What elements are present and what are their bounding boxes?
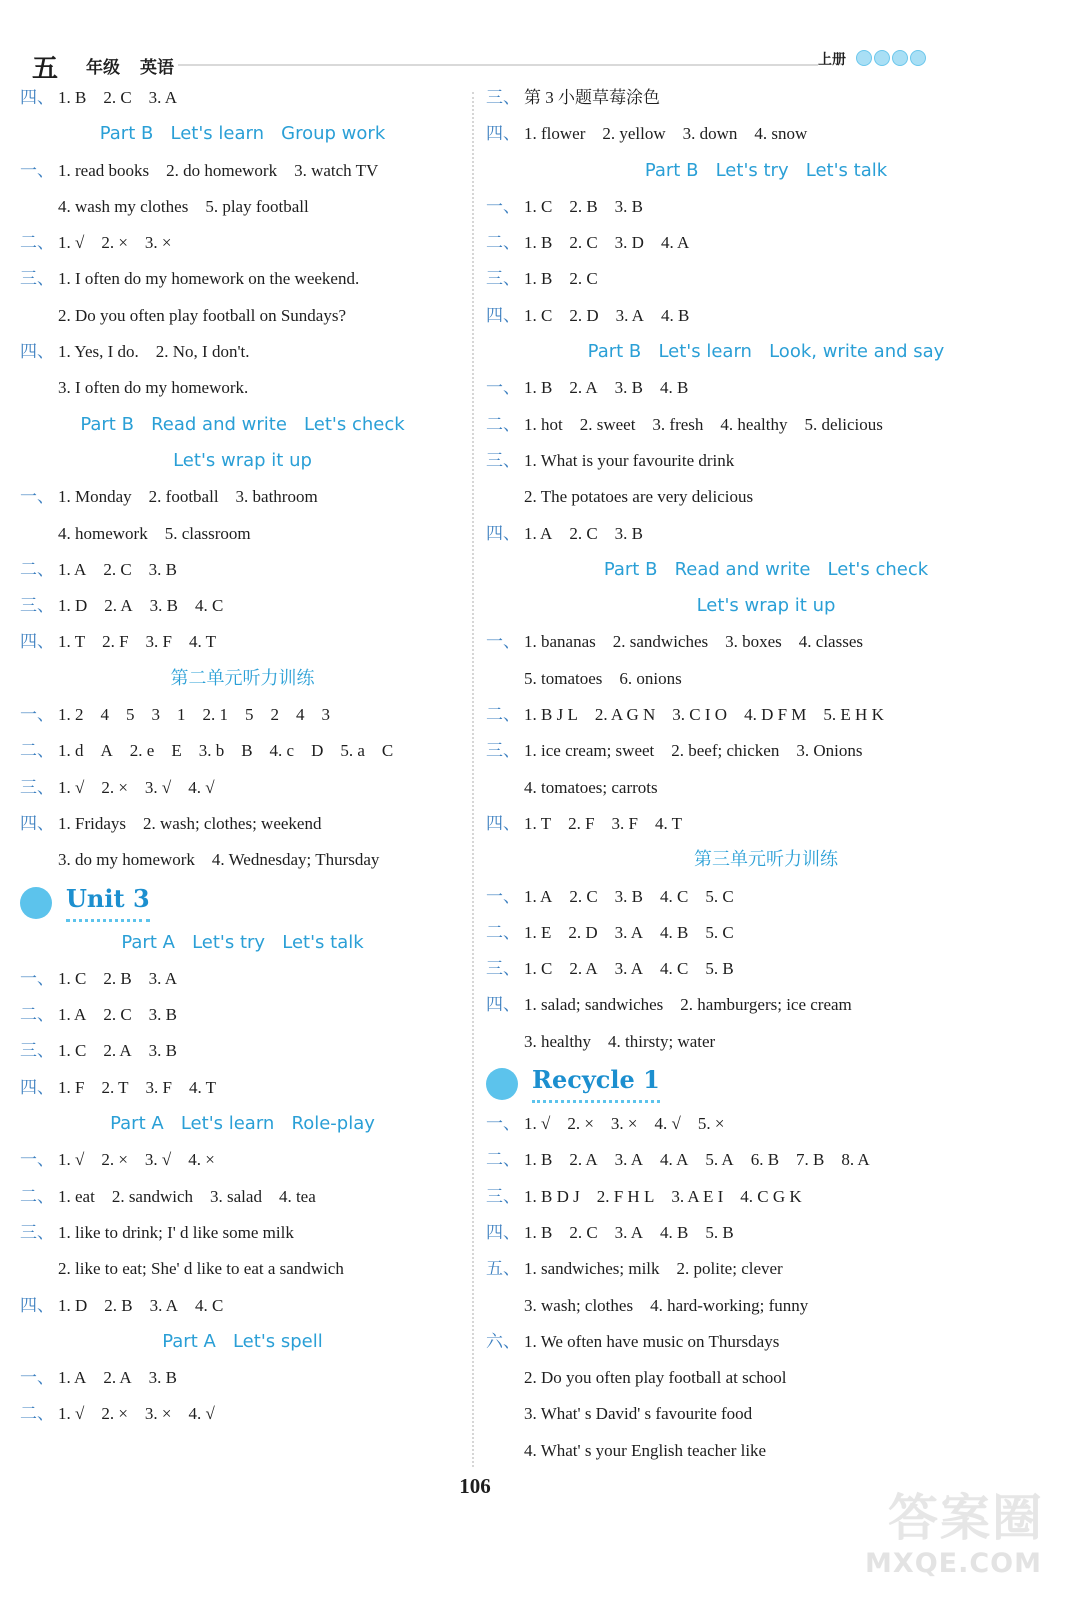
answer-text: 1. √ 2. × 3. √ 4. √	[58, 777, 215, 797]
question-marker: 二、	[20, 1404, 54, 1425]
question-marker: 一、	[486, 1114, 520, 1135]
answer-line	[20, 624, 465, 660]
section-heading: Part B Let's learn Look, write and say	[587, 341, 945, 363]
answer-line	[486, 1288, 1046, 1324]
question-marker: 二、	[20, 559, 54, 580]
answer-text: 1. B 2. C	[524, 269, 598, 289]
answer-text: 1. read books 2. do homework 3. watch TV	[58, 160, 379, 180]
answer-text: 1. B 2. C 3. A	[58, 88, 178, 107]
answer-text: 1. A 2. C 3. B	[58, 1005, 178, 1025]
question-marker: 一、	[20, 705, 54, 726]
unit-heading	[20, 879, 465, 925]
answer-text: 1. hot 2. sweet 3. fresh 4. healthy 5. delicious	[524, 414, 883, 434]
answer-line	[20, 298, 465, 334]
answer-line	[486, 697, 1046, 733]
answer-text: 1. salad; sandwiches 2. hamburgers; ice cream	[524, 995, 852, 1015]
answer-text: 1. E 2. D 3. A 4. B 5. C	[524, 922, 734, 942]
answer-line	[20, 588, 465, 624]
answer-line	[20, 1288, 465, 1324]
question-marker: 三、	[486, 450, 520, 471]
answer-text: 1. C 2. B 3. A	[58, 968, 178, 988]
answer-text: 1. T 2. F 3. F 4. T	[524, 813, 683, 833]
section-heading: Part A Let's try Let's talk	[121, 931, 364, 953]
answer-line	[486, 298, 1046, 334]
answer-line	[486, 915, 1046, 951]
answer-line	[486, 1215, 1046, 1251]
answer-text: 1. T 2. F 3. F 4. T	[58, 632, 217, 652]
answer-text: 1. B 2. A 3. A 4. A 5. A 6. B 7. B 8. A	[524, 1150, 870, 1170]
answer-text: 1. d A 2. e E 3. b B 4. c D 5. a C	[58, 741, 394, 761]
answer-line	[20, 1070, 465, 1106]
answer-text: 1. √ 2. × 3. × 4. √ 5. ×	[524, 1114, 725, 1134]
answer-line	[20, 1251, 465, 1287]
answer-line	[20, 961, 465, 997]
dot-icon	[856, 50, 872, 66]
question-marker: 六、	[486, 1331, 520, 1352]
answer-line	[20, 334, 465, 370]
answer-line	[486, 225, 1046, 261]
answer-line	[486, 370, 1046, 406]
answer-text: 1. B 2. C 3. A 4. B 5. B	[524, 1222, 734, 1242]
answer-text: 1. sandwiches; milk 2. polite; clever	[524, 1259, 783, 1279]
watermark-logo	[865, 1478, 1052, 1588]
question-marker: 三、	[486, 959, 520, 980]
answer-line	[486, 261, 1046, 297]
answer-text: 1. We often have music on Thursdays	[524, 1331, 780, 1351]
question-marker: 二、	[20, 1005, 54, 1026]
answer-line	[486, 879, 1046, 915]
answer-line	[20, 80, 465, 116]
answer-text: 1. C 2. A 3. B	[58, 1041, 178, 1061]
answer-text: 2. Do you often play football at school	[524, 1368, 787, 1388]
page-number: 106	[459, 1474, 491, 1498]
answer-line	[20, 770, 465, 806]
answer-text: 1. C 2. D 3. A 4. B	[524, 305, 690, 325]
answer-text: 3. healthy 4. thirsty; water	[524, 1031, 716, 1051]
answer-line	[20, 479, 465, 515]
answer-text: 3. do my homework 4. Wednesday; Thursday	[58, 850, 380, 870]
question-marker: 一、	[20, 968, 54, 989]
answer-line	[486, 1360, 1046, 1396]
right-column	[486, 80, 1046, 1469]
unit-heading	[486, 1060, 1046, 1106]
answer-line	[486, 806, 1046, 842]
answer-line	[486, 189, 1046, 225]
left-column	[20, 80, 465, 1433]
grade-label: 年级	[86, 58, 120, 78]
question-marker: 三、	[20, 777, 54, 798]
question-marker: 一、	[20, 1150, 54, 1171]
answer-line	[20, 1142, 465, 1178]
answer-line	[20, 997, 465, 1033]
question-marker: 五、	[486, 1259, 520, 1280]
answer-text: 4. tomatoes; carrots	[524, 777, 658, 797]
question-marker: 四、	[486, 305, 520, 326]
answer-line	[486, 951, 1046, 987]
question-marker: 一、	[20, 160, 54, 181]
question-marker: 三、	[20, 596, 54, 617]
answer-text: 1. A 2. C 3. B	[58, 559, 178, 579]
section-heading: Let's wrap it up	[173, 449, 312, 471]
answer-line	[486, 624, 1046, 660]
answer-text: 1. C 2. B 3. B	[524, 196, 644, 216]
answer-line	[20, 842, 465, 878]
answer-text: 1. bananas 2. sandwiches 3. boxes 4. classes	[524, 632, 863, 652]
watermark-text: 答案圈	[888, 1489, 1044, 1547]
answer-line	[20, 1396, 465, 1432]
answer-text: 1. ice cream; sweet 2. beef; chicken 3. Onions	[524, 741, 863, 761]
question-marker: 四、	[486, 813, 520, 834]
answer-text: 1. B 2. C 3. D 4. A	[524, 233, 690, 253]
question-marker: 四、	[486, 124, 520, 145]
answer-line	[486, 116, 1046, 152]
answer-text: 3. wash; clothes 4. hard-working; funny	[524, 1295, 809, 1315]
answer-text: 1. like to drink; I' d like some milk	[58, 1222, 294, 1242]
question-marker: 四、	[20, 88, 54, 108]
answer-line	[486, 1396, 1046, 1432]
answer-line	[486, 80, 1046, 116]
answer-text: 1. √ 2. × 3. ×	[58, 233, 172, 253]
answer-text: 1. eat 2. sandwich 3. salad 4. tea	[58, 1186, 316, 1206]
answer-line	[20, 1033, 465, 1069]
subject-label: 英语	[140, 58, 174, 78]
answer-text: 1. A 2. A 3. B	[58, 1368, 178, 1388]
answer-line	[20, 261, 465, 297]
answer-text: 1. Yes, I do. 2. No, I don't.	[58, 342, 250, 362]
listening-title: 第二单元听力训练	[170, 667, 315, 689]
answer-line	[486, 1106, 1046, 1142]
question-marker: 三、	[20, 269, 54, 290]
answer-line	[20, 189, 465, 225]
question-marker: 四、	[20, 342, 54, 363]
dot-icon	[892, 50, 908, 66]
question-marker: 三、	[486, 88, 520, 108]
listening-title: 第三单元听力训练	[694, 849, 838, 871]
unit-title: Recycle 1	[532, 1060, 660, 1103]
section-heading: Part B Let's try Let's talk	[644, 159, 888, 181]
section-heading: Part A Let's learn Role-play	[110, 1113, 375, 1135]
question-marker: 一、	[486, 196, 520, 217]
answer-text: 4. What' s your English teacher like	[524, 1440, 767, 1460]
answer-line	[486, 1179, 1046, 1215]
unit-title: Unit 3	[66, 879, 150, 922]
question-marker: 一、	[486, 632, 520, 653]
answer-text: 4. wash my clothes 5. play football	[58, 196, 309, 216]
question-marker: 一、	[486, 886, 520, 907]
dot-icon	[874, 50, 890, 66]
question-marker: 二、	[20, 741, 54, 762]
question-marker: 三、	[486, 741, 520, 762]
answer-line	[486, 770, 1046, 806]
question-marker: 二、	[486, 414, 520, 435]
question-marker: 三、	[20, 1041, 54, 1062]
question-marker: 四、	[20, 1077, 54, 1098]
answer-text: 5. tomatoes 6. onions	[524, 668, 682, 688]
answer-text: 1. C 2. A 3. A 4. C 5. B	[524, 959, 734, 979]
answer-text: 1. D 2. B 3. A 4. C	[58, 1295, 224, 1315]
answer-line	[486, 1251, 1046, 1287]
answer-line	[20, 552, 465, 588]
answer-line	[486, 1433, 1046, 1469]
dot-icon	[910, 50, 926, 66]
section-heading: Part A Let's spell	[162, 1330, 323, 1352]
section-heading: Let's wrap it up	[696, 595, 836, 617]
answer-text: 1. B J L 2. A G N 3. C I O 4. D F M 5. E H K	[524, 705, 884, 725]
watermark-url: MXQE.COM	[865, 1548, 1042, 1579]
answer-line	[486, 443, 1046, 479]
question-marker: 三、	[486, 269, 520, 290]
question-marker: 二、	[486, 922, 520, 943]
answer-text: 1. I often do my homework on the weekend.	[58, 269, 360, 289]
section-heading: Part B Read and write Let's check	[80, 413, 405, 435]
answer-line	[20, 516, 465, 552]
question-marker: 四、	[20, 1295, 54, 1316]
header-dots	[856, 50, 926, 66]
answer-line	[486, 733, 1046, 769]
answer-text: 1. B 2. A 3. B 4. B	[524, 378, 689, 398]
answer-text: 1. Fridays 2. wash; clothes; weekend	[58, 813, 322, 833]
answer-line	[486, 987, 1046, 1023]
question-marker: 三、	[20, 1222, 54, 1243]
answer-text: 2. Do you often play football on Sundays?	[58, 305, 347, 325]
answer-text: 1. Monday 2. football 3. bathroom	[58, 487, 318, 507]
answer-line	[20, 806, 465, 842]
answer-line	[486, 1324, 1046, 1360]
answer-line	[20, 1215, 465, 1251]
answer-text: 1. D 2. A 3. B 4. C	[58, 596, 224, 616]
volume-label: 上册	[818, 52, 846, 68]
answer-line	[486, 479, 1046, 515]
question-marker: 四、	[486, 995, 520, 1016]
answer-line	[20, 1179, 465, 1215]
question-marker: 一、	[20, 487, 54, 508]
answer-text: 3. What' s David' s favourite food	[524, 1404, 753, 1424]
answer-line	[486, 407, 1046, 443]
answer-text: 1. B D J 2. F H L 3. A E I 4. C G K	[524, 1186, 802, 1206]
question-marker: 二、	[486, 233, 520, 254]
answer-text: 1. A 2. C 3. B	[524, 523, 644, 543]
answer-line	[20, 697, 465, 733]
answer-text: 1. F 2. T 3. F 4. T	[58, 1077, 217, 1097]
answer-line	[20, 225, 465, 261]
question-marker: 一、	[20, 1368, 54, 1389]
answer-text: 1. √ 2. × 3. × 4. √	[58, 1404, 215, 1424]
header-rule	[178, 64, 818, 66]
answer-line	[20, 733, 465, 769]
question-marker: 二、	[20, 233, 54, 254]
answer-line	[486, 516, 1046, 552]
answer-line	[486, 1142, 1046, 1178]
answer-line	[20, 153, 465, 189]
answer-text: 第 3 小题草莓涂色	[524, 88, 660, 107]
question-marker: 三、	[486, 1186, 520, 1207]
circle-icon	[20, 887, 52, 919]
answer-text: 1. flower 2. yellow 3. down 4. snow	[524, 124, 808, 144]
section-heading: Part B Read and write Let's check	[603, 558, 929, 580]
answer-line	[486, 661, 1046, 697]
circle-icon	[486, 1068, 518, 1100]
question-marker: 二、	[20, 1186, 54, 1207]
question-marker: 四、	[20, 632, 54, 653]
answer-text: 3. I often do my homework.	[58, 378, 249, 398]
answer-line	[20, 1360, 465, 1396]
question-marker: 一、	[486, 378, 520, 399]
answer-text: 1. 2 4 5 3 1 2. 1 5 2 4 3	[58, 705, 330, 725]
section-heading: Part B Let's learn Group work	[99, 123, 386, 145]
page-header	[20, 42, 1050, 84]
grade-number: 五	[32, 54, 59, 84]
answer-text: 1. √ 2. × 3. √ 4. ×	[58, 1150, 215, 1170]
question-marker: 二、	[486, 1150, 520, 1171]
answer-text: 2. like to eat; She' d like to eat a sandwich	[58, 1259, 344, 1279]
answer-text: 4. homework 5. classroom	[58, 523, 251, 543]
answer-line	[486, 1024, 1046, 1060]
answer-line	[20, 370, 465, 406]
answer-text: 1. A 2. C 3. B 4. C 5. C	[524, 886, 734, 906]
answer-text: 2. The potatoes are very delicious	[524, 487, 754, 507]
question-marker: 四、	[20, 813, 54, 834]
question-marker: 二、	[486, 705, 520, 726]
question-marker: 四、	[486, 1222, 520, 1243]
column-divider	[472, 92, 474, 1467]
question-marker: 四、	[486, 523, 520, 544]
answer-text: 1. What is your favourite drink	[524, 450, 735, 470]
